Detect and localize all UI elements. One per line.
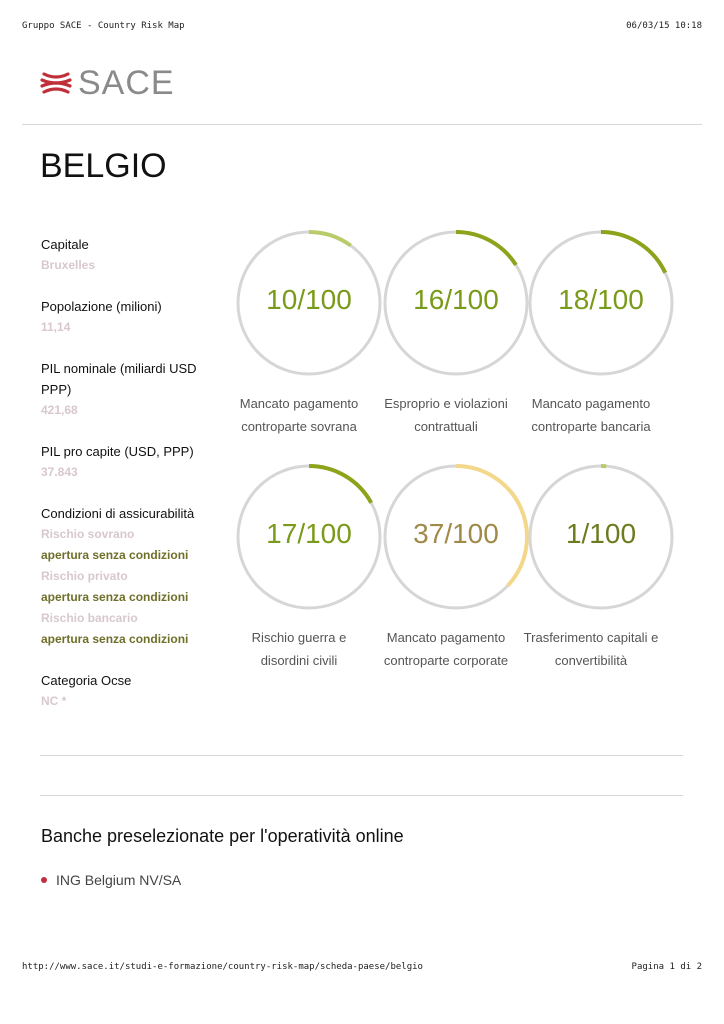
gauge-label-line: contrattuali <box>414 419 478 434</box>
fact-value: 421,68 <box>41 403 78 417</box>
fact-label: Categoria Ocse <box>41 673 132 688</box>
gauge-label-line: Mancato pagamento <box>531 396 651 411</box>
condition-status: apertura senza condizioni <box>41 548 189 562</box>
gauge-label <box>224 392 374 438</box>
gauge-score: 16/100 <box>413 284 499 315</box>
gauge-label-line: Mancato pagamento <box>239 396 359 411</box>
country-facts <box>41 234 211 732</box>
gauge-label-line: Mancato pagamento <box>386 630 506 645</box>
sace-logo-mark-icon <box>40 67 72 99</box>
banks-list <box>41 872 181 888</box>
header-divider <box>22 124 702 125</box>
risk-gauge <box>381 228 531 434</box>
fact-label: Popolazione (milioni) <box>41 299 162 314</box>
fact-capitale <box>41 234 211 276</box>
gauge-label <box>371 392 521 438</box>
list-item <box>41 872 181 888</box>
fact-ocse <box>41 670 211 712</box>
gauge-arc <box>309 466 371 503</box>
risk-gauge <box>523 462 676 668</box>
risk-gauge <box>381 462 531 668</box>
bullet-icon <box>41 877 47 883</box>
banks-section-title: Banche preselezionate per l'operatività online <box>41 826 404 846</box>
fact-value: NC * <box>41 694 67 708</box>
fact-condizioni <box>41 503 211 650</box>
fact-pil-pro-capite <box>41 441 211 483</box>
gauge-label-line: Trasferimento capitali e <box>523 630 659 645</box>
gauge-label-line: Rischio guerra e <box>251 630 347 645</box>
condition-name: Rischio bancario <box>41 611 138 625</box>
gauge-arc <box>309 232 351 246</box>
gauge-score: 18/100 <box>558 284 644 315</box>
gauge-arc <box>601 232 665 273</box>
sace-logo-text: SACE <box>78 64 175 102</box>
condition-status: apertura senza condizioni <box>41 632 189 646</box>
fact-label: Condizioni di assicurabilità <box>41 506 195 521</box>
fact-label: PIL pro capite (USD, PPP) <box>41 444 194 459</box>
section-divider <box>40 795 683 796</box>
gauge-score: 17/100 <box>266 518 352 549</box>
page-title: BELGIO <box>40 147 167 185</box>
gauge-label-line: controparte corporate <box>383 653 509 668</box>
gauge-label-line: disordini civili <box>260 653 338 668</box>
gauge-label <box>224 626 374 672</box>
condition-status: apertura senza condizioni <box>41 590 189 604</box>
sace-logo[interactable] <box>40 66 175 100</box>
fact-pil-nominale <box>41 358 211 421</box>
fact-value: 11,14 <box>41 320 71 334</box>
fact-label: PIL nominale (miliardi USD PPP) <box>41 361 197 397</box>
fact-value: Bruxelles <box>41 258 96 272</box>
risk-gauge <box>526 228 676 434</box>
condition-name: Rischio sovrano <box>41 527 135 541</box>
risk-gauge <box>234 228 384 434</box>
risk-gauge <box>234 462 384 668</box>
print-header-title: Gruppo SACE - Country Risk Map <box>22 21 185 31</box>
print-header-datetime: 06/03/15 10:18 <box>626 21 702 31</box>
gauge-label <box>516 392 666 438</box>
print-footer-url: http://www.sace.it/studi-e-formazione/country-risk-map/scheda-paese/belgio <box>22 962 423 972</box>
gauge-score: 10/100 <box>266 284 352 315</box>
gauge-label-line: Esproprio e violazioni <box>384 396 508 411</box>
condition-name: Rischio privato <box>41 569 128 583</box>
section-divider <box>40 755 683 756</box>
fact-label: Capitale <box>41 237 89 252</box>
gauge-score: 37/100 <box>413 518 499 549</box>
gauge-label <box>516 626 666 672</box>
gauge-label-line: convertibilità <box>554 653 628 668</box>
bank-name: ING Belgium NV/SA <box>56 872 182 888</box>
print-footer-page: Pagina 1 di 2 <box>631 962 702 972</box>
fact-popolazione <box>41 296 211 338</box>
gauge-label-line: controparte bancaria <box>531 419 651 434</box>
gauge-score: 1/100 <box>565 518 637 549</box>
fact-value: 37.843 <box>41 465 78 479</box>
gauge-label-line: controparte sovrana <box>241 419 357 434</box>
gauge-label <box>371 626 521 672</box>
gauge-arc <box>456 232 516 265</box>
